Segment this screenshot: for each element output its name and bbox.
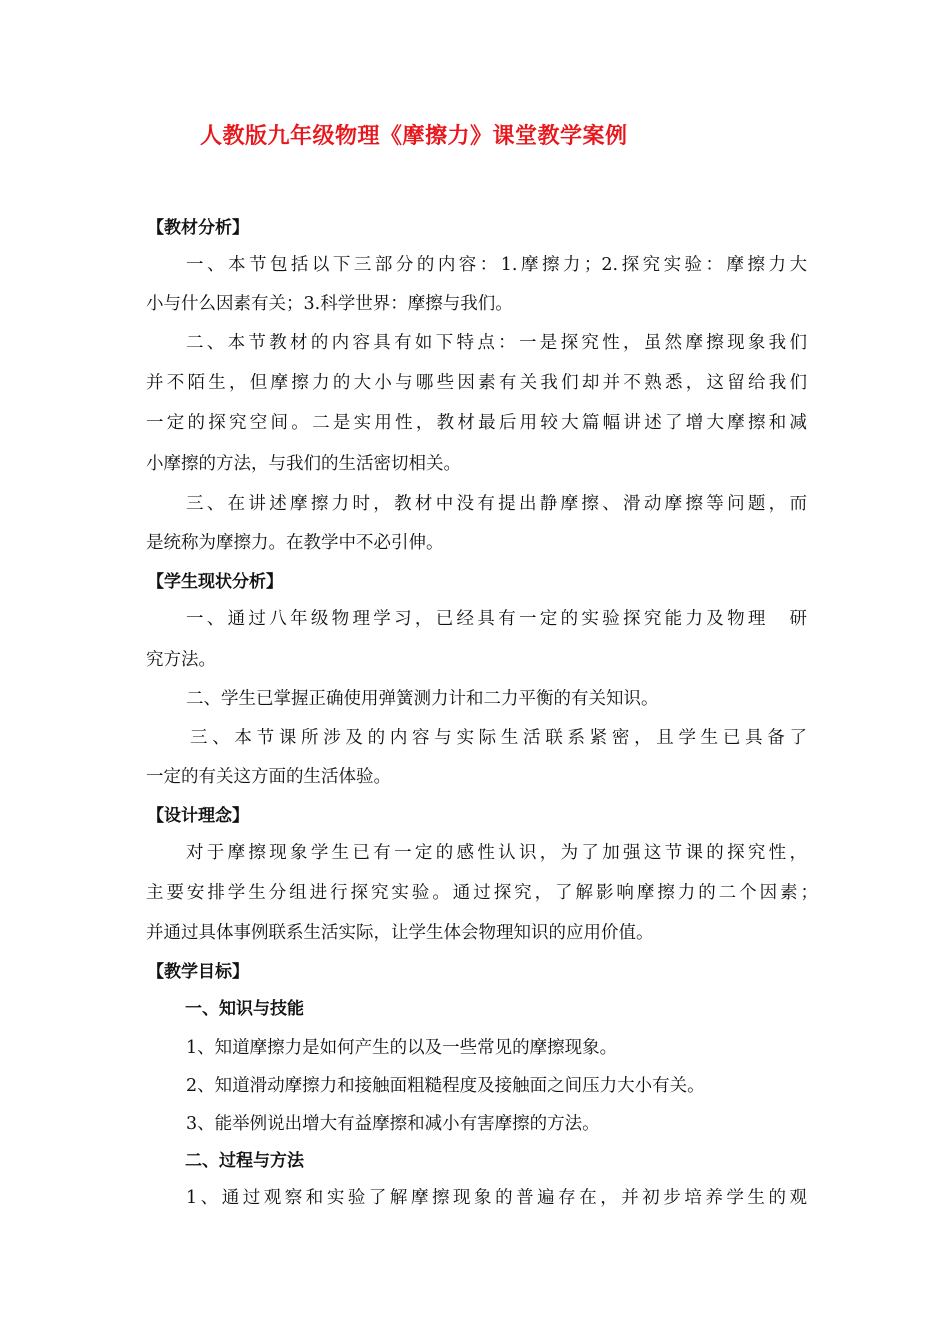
- paragraph-line: 一定的探究空间。二是实用性，教材最后用较大篇幅讲述了增大摩擦和减: [146, 413, 807, 433]
- paragraph-line: 并不陌生，但摩擦力的大小与哪些因素有关我们却并不熟悉，这留给我们: [146, 373, 807, 393]
- paragraph-line: 小摩擦的方法，与我们的生活密切相关。: [146, 454, 461, 474]
- document-title: 人教版九年级物理《摩擦力》课堂教学案例: [200, 124, 628, 149]
- paragraph-line: 二、本节教材的内容具有如下特点：一是探究性，虽然摩擦现象我们: [186, 333, 807, 353]
- section-heading-teaching-goals: 【教学目标】: [147, 962, 249, 982]
- paragraph-line: 是统称为摩擦力。在教学中不必引伸。: [146, 533, 444, 553]
- paragraph-line: 究方法。: [146, 650, 216, 670]
- section-heading-textbook-analysis: 【教材分析】: [147, 218, 249, 238]
- paragraph-line: 二、学生已掌握正确使用弹簧测力计和二力平衡的有关知识。: [186, 689, 659, 709]
- paragraph-line: 并通过具体事例联系生活实际，让学生体会物理知识的应用价值。: [146, 923, 654, 943]
- section-heading-student-analysis: 【学生现状分析】: [147, 572, 283, 592]
- section-heading-design-concept: 【设计理念】: [147, 806, 249, 826]
- paragraph-line: 对于摩擦现象学生已有一定的感性认识，为了加强这节课的探究性，: [186, 843, 807, 863]
- paragraph-line: 一、本节包括以下三部分的内容：1.摩擦力；2.探究实验：摩擦力大: [186, 255, 807, 275]
- paragraph-line: 一定的有关这方面的生活体验。: [146, 767, 391, 787]
- paragraph-line: 一、通过八年级物理学习，已经具有一定的实验探究能力及物理 研: [186, 609, 807, 629]
- list-item: 1、知道摩擦力是如何产生的以及一些常见的摩擦现象。: [186, 1038, 618, 1058]
- list-item: 2、知道滑动摩擦力和接触面粗糙程度及接触面之间压力大小有关。: [186, 1076, 705, 1096]
- paragraph-line: 三、本节课所涉及的内容与实际生活联系紧密，且学生已具备了: [190, 728, 807, 748]
- subsection-heading-process-method: 二、过程与方法: [185, 1151, 304, 1171]
- paragraph-line: 小与什么因素有关；3.科学世界：摩擦与我们。: [146, 294, 513, 314]
- subsection-heading-knowledge-skills: 一、知识与技能: [185, 999, 304, 1019]
- list-item: 3、能举例说出增大有益摩擦和减小有害摩擦的方法。: [186, 1114, 600, 1134]
- paragraph-line: 主要安排学生分组进行探究实验。通过探究，了解影响摩擦力的二个因素；: [146, 883, 818, 903]
- paragraph-line: 三、在讲述摩擦力时，教材中没有提出静摩擦、滑动摩擦等问题，而: [186, 494, 807, 514]
- list-item: 1、通过观察和实验了解摩擦现象的普遍存在，并初步培养学生的观: [186, 1188, 807, 1208]
